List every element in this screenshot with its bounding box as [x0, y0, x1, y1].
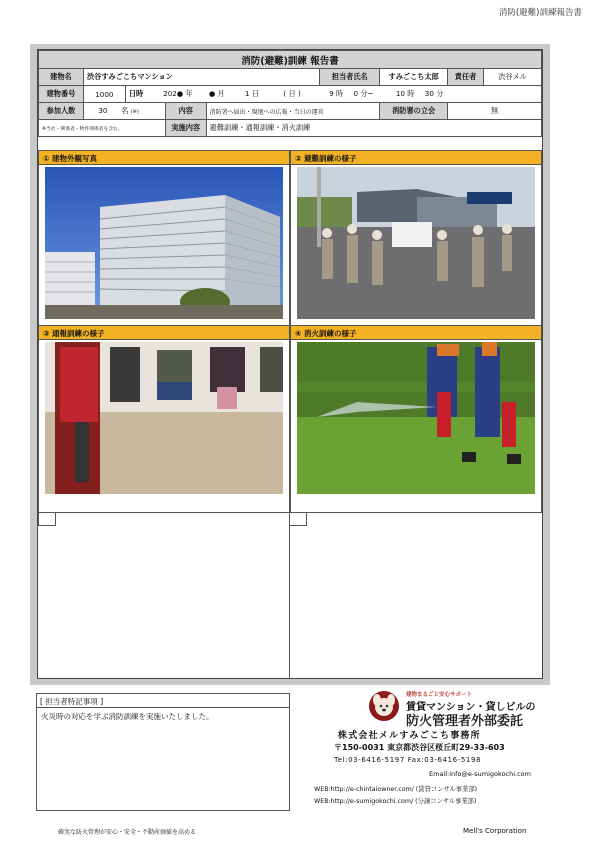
- photo-cell-extinguisher: [290, 325, 542, 513]
- implementation-value: 避難訓練・通報訓練・消火訓練: [206, 120, 541, 137]
- company-email[interactable]: Email:info@e-sumigokochi.com: [429, 770, 531, 778]
- footer-slogan: 確実な防火管理が安心・安全・不動産価値を高める: [58, 829, 197, 836]
- company-tagline: 建物まるごと安心サポート: [406, 692, 473, 698]
- date-year: 202●: [163, 89, 184, 98]
- participants: [83, 103, 165, 120]
- report-form-table: [38, 50, 542, 137]
- implementation-label: 実施内容: [165, 120, 206, 137]
- company-address: 〒150-0031 東京都渋谷区桜丘町29-33-603: [334, 743, 505, 752]
- staff-label: 担当者氏名: [320, 69, 380, 86]
- year-unit: 年: [185, 89, 193, 98]
- company-service-line2: 防火管理者外部委託: [406, 714, 524, 729]
- report-frame: [30, 44, 550, 685]
- start-minute: 0: [353, 89, 359, 98]
- photo-caption: ④ 消火訓練の様子: [291, 326, 541, 340]
- participants-count: 30: [98, 106, 108, 115]
- company-web-2[interactable]: WEB:http://e-sumigokochi.com/ (分譲コンサル事業部): [314, 798, 477, 805]
- footer-corporation: Mell's Corporation: [463, 827, 527, 835]
- photo-cell-evacuation: [290, 150, 542, 338]
- minute-unit-1: 分~: [360, 89, 374, 98]
- participants-unit: 名: [121, 106, 129, 115]
- date-month: ●: [208, 89, 216, 98]
- extinguisher-photo: [297, 342, 535, 494]
- photo-cell-building: [38, 150, 290, 338]
- weekday: ( 日 ): [283, 89, 301, 98]
- company-tel-fax: Tel:03-6416-5197 Fax:03-6416-5198: [334, 756, 482, 764]
- photo-caption: ① 建物外観写真: [39, 151, 289, 165]
- fire-dept-value: 無: [448, 103, 542, 120]
- end-minute: 30: [424, 89, 434, 98]
- building-no: 1000: [83, 86, 125, 103]
- manager-label: 責任者: [448, 69, 484, 86]
- minute-unit-2: 分: [436, 89, 444, 98]
- start-hour: 9: [329, 89, 334, 98]
- staff-name: すみごこち太郎: [380, 69, 448, 86]
- dog-logo-icon: [368, 690, 400, 722]
- evacuation-photo: [297, 167, 535, 319]
- manager-name: 渋谷メル: [484, 69, 542, 86]
- company-service-line1: 賃貸マンション・貸しビルの: [406, 702, 536, 713]
- date-label: 日時: [128, 89, 144, 98]
- hour-unit-1: 時: [335, 89, 344, 98]
- notes-body: 火災時の対応を学ぶ消防訓練を実施いたしました。: [41, 712, 214, 721]
- photo-caption: ③ 通報訓練の様子: [39, 326, 289, 340]
- photo-lower-blank-area: [38, 512, 542, 678]
- report-sheet: [37, 49, 543, 679]
- notes-heading: [ 担当者特記事項 ]: [37, 694, 289, 708]
- hour-unit-2: 時: [407, 89, 415, 98]
- building-name-label: 建物名: [39, 69, 84, 86]
- date-day: 1: [245, 89, 250, 98]
- building-no-label: 建物番号: [39, 86, 84, 103]
- company-name: 株式会社メルすみごこち事務所: [338, 731, 481, 741]
- building-name: 渋谷すみごこちマンション: [83, 69, 319, 86]
- photo-caption: ② 避難訓練の様子: [291, 151, 541, 165]
- company-web-1[interactable]: WEB:http://e-chintaiowner.com/ (賃貸コンサル事業部): [314, 786, 478, 793]
- fire-dept-label: 消防署の立会: [380, 103, 448, 120]
- reporting-photo: [45, 342, 283, 494]
- date-time: [125, 86, 541, 103]
- photo-cell-reporting: [38, 325, 290, 513]
- day-unit: 日: [251, 89, 260, 98]
- participants-footnote: ※当社・関係者・物件関係者を含む。: [39, 120, 166, 137]
- form-title: 消防(避難)訓練 報告書: [39, 51, 542, 69]
- doc-title-small: 消防(避難)訓練報告書: [498, 8, 582, 18]
- staff-notes-box: [36, 693, 290, 811]
- company-info: [300, 690, 550, 814]
- building-photo: [45, 167, 283, 319]
- participants-note: (※): [130, 109, 139, 115]
- end-hour: 10: [395, 89, 405, 98]
- month-unit: 月: [217, 89, 225, 98]
- content-value: 消防署へ届出・現地への広報・当日の運営: [206, 103, 380, 120]
- content-label: 内容: [165, 103, 206, 120]
- participants-label: 参加人数: [39, 103, 84, 120]
